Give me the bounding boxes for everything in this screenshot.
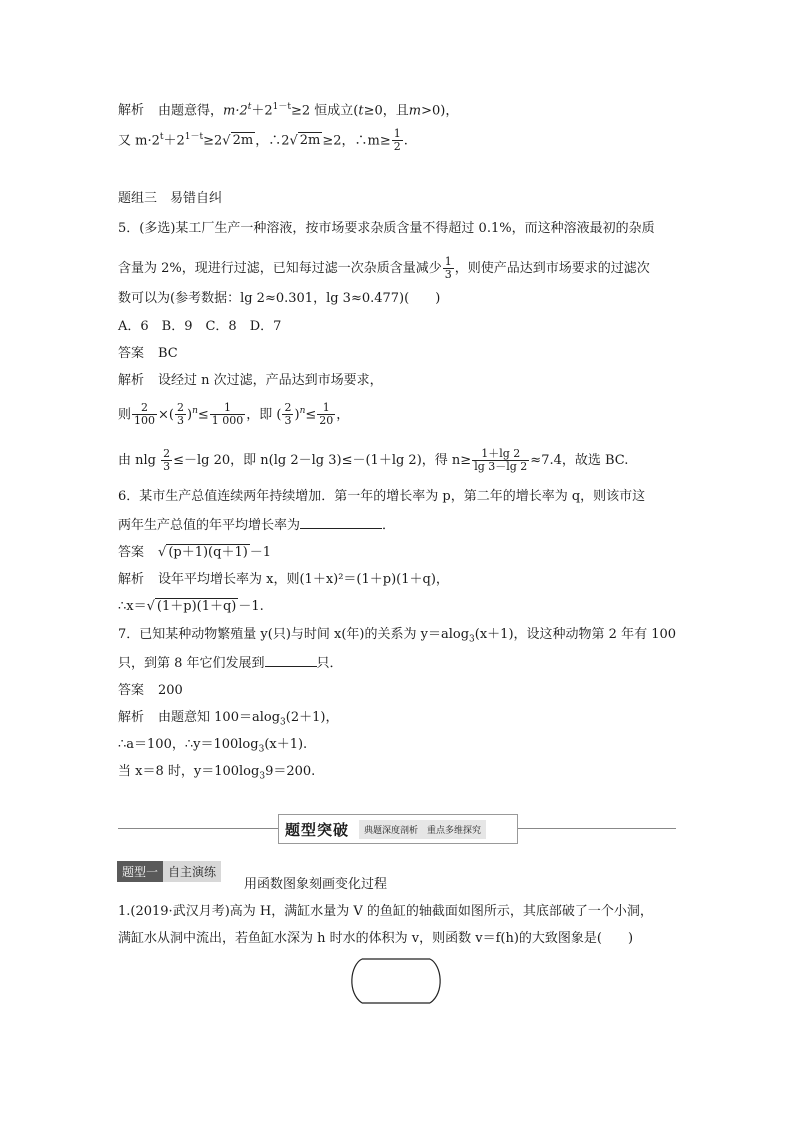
question-7-line1 (118, 626, 676, 649)
text: 3 (259, 771, 266, 782)
text: 7．已知某种动物繁殖量 y(只)与时间 x(年)的关系为 y＝alog (118, 627, 470, 642)
analysis-line (118, 98, 458, 120)
answer-label: 答案 (118, 683, 145, 698)
text: n (299, 406, 306, 416)
text: >0)， (421, 103, 459, 119)
text: 9＝200. (265, 764, 316, 779)
answer-line (118, 345, 178, 363)
text: ≤ (197, 407, 209, 423)
text: 含量为 2%，现进行过滤，已知每过滤一次杂质含量减少 (118, 261, 442, 276)
text: ，则使产品达到市场要求的过滤次 (454, 261, 650, 276)
fraction: $\frac{1}{3}$ (444, 255, 452, 281)
sqrt-term: 2m (232, 133, 254, 149)
question-5-line2 (118, 256, 650, 281)
answer-blank[interactable] (300, 516, 382, 529)
banner-title: 题型突破 (285, 820, 350, 839)
fish-tank-figure (348, 955, 444, 1007)
fraction: $\frac{2}{3}$ (163, 447, 171, 473)
analysis-line (118, 736, 307, 759)
answer-value: BC (158, 346, 178, 361)
answer-blank[interactable] (265, 654, 317, 667)
question-5-options: A．6 B．9 C．8 D．7 (118, 319, 282, 334)
text: 1－t (272, 102, 292, 112)
text: 由题意知 100＝alog (158, 710, 281, 725)
text: ≈7.4，故选 BC. (530, 453, 629, 468)
text: t (159, 132, 164, 142)
fraction: $\frac{1}{2}$ (393, 127, 401, 154)
text: －1 (249, 545, 272, 560)
analysis-line (118, 372, 383, 390)
answer-label: 答案 (118, 346, 145, 361)
type-tag-desc: 自主演练 (163, 861, 221, 882)
text: ∴x＝ (118, 599, 147, 614)
text: 设经过 n 次过滤，产品达到市场要求， (158, 373, 383, 388)
banner-subtitle: 典题深度剖析 重点多维探究 (359, 820, 486, 839)
text: 两年生产总值的年平均增长率为 (118, 518, 301, 533)
question-5-line1: 5．(多选)某工厂生产一种溶液，按市场要求杂质含量不得超过 0.1%，而这种溶液最初的杂质 (118, 221, 655, 236)
question-6-line1: 6．某市生产总值连续两年持续增加．第一年的增长率为 p，第二年的增长率为 q，则该市这 (118, 489, 646, 504)
text: 又 m·2 (118, 133, 160, 149)
text: n (192, 406, 198, 416)
question-6-line2 (118, 516, 395, 535)
text: . (403, 133, 408, 149)
text: 当 x＝8 时，y＝100log (118, 764, 260, 779)
fraction: $\frac{1+\lg 2}{\lg 3-\lg 2}$ (474, 447, 528, 473)
fraction: $\frac{2}{3}$ (176, 401, 184, 428)
text: －1. (238, 599, 264, 614)
analysis-line: 又 $m\cdot 2^t+2^{1-t}\ge 2√$ 2m ，∴2√ 2m ≥2，∴m≥ $\frac{1}{2}$ . (118, 127, 408, 154)
text: 只． (316, 656, 343, 671)
text: 3 (258, 744, 265, 755)
fraction: $\frac{2}{100}$ (134, 401, 156, 428)
text: (x＋1)，设这种动物第 2 年有 100 (474, 627, 677, 642)
type-tag (117, 861, 221, 882)
text: 则 (118, 407, 132, 423)
subsection-heading: 用函数图象刻画变化过程 (244, 877, 388, 892)
text: ∴a＝100，∴y＝100log (118, 737, 259, 752)
type-tag-label: 题型一 (117, 861, 163, 882)
question-5-line3: 数可以为(参考数据：lg 2≈0.301，lg 3≈0.477)( ) (118, 291, 441, 306)
analysis-label: 解析 (118, 572, 145, 587)
text: m·2 (223, 103, 248, 119)
question-1-line2: 满缸水从洞中流出，若鱼缸水深为 h 时水的体积为 v，则函数 v＝f(h)的大致图象是( ) (118, 931, 634, 946)
text: 设年平均增长率为 x，则(1＋x)²＝(1＋p)(1＋q)， (158, 572, 449, 587)
answer-label: 答案 (118, 545, 145, 560)
text: m (408, 103, 422, 119)
analysis-line: ∴x＝√ (1＋p)(1＋q) －1. (118, 599, 264, 614)
analysis-line (118, 571, 449, 589)
solve-line (118, 448, 628, 473)
text: ≥0，且 (363, 103, 409, 119)
fraction: $\frac{1}{1 000}$ (211, 401, 244, 428)
answer-line: 答案 √ (p＋1)(q＋1) －1 (118, 545, 272, 560)
text: ≥2，∴m≥ (322, 133, 391, 149)
text: ， (336, 407, 350, 423)
text: 1－t (184, 132, 204, 142)
text: ×( (158, 407, 174, 423)
sqrt-term: 2m (299, 133, 321, 149)
answer-line (118, 682, 183, 700)
analysis-line (118, 763, 315, 786)
text: t (247, 102, 252, 112)
inequality-line (118, 402, 349, 427)
analysis-label: 解析 (118, 373, 145, 388)
analysis-line (118, 709, 338, 732)
text: ≥2 (203, 133, 223, 149)
text: ，即 ( (246, 407, 282, 423)
sqrt-term: (p＋1)(q＋1) (168, 545, 248, 560)
text: t (358, 103, 364, 119)
analysis-label: 解析 (118, 103, 145, 119)
text: ≥2 恒成立( (291, 103, 359, 119)
text: 由题意得， (158, 103, 224, 119)
text: ≤ (305, 407, 317, 423)
section-heading: 题组三 易错自纠 (118, 191, 223, 206)
text: ) (186, 407, 193, 423)
sqrt-term: (1＋p)(1＋q) (156, 599, 237, 614)
text: ＋2 (163, 133, 185, 149)
text: ) (294, 407, 300, 423)
text: 由 nlg (118, 453, 161, 468)
answer-value: 200 (158, 683, 183, 698)
section-banner (278, 814, 518, 844)
text: 只，到第 8 年它们发展到 (118, 656, 265, 671)
text: ． (382, 518, 396, 533)
analysis-label: 解析 (118, 710, 145, 725)
fraction: $\frac{2}{3}$ (284, 401, 292, 428)
fraction: $\frac{1}{20}$ (319, 401, 334, 428)
text: (x＋1). (264, 737, 308, 752)
text: ，∴2 (255, 133, 290, 149)
question-7-line2 (118, 654, 343, 673)
text: 3 (280, 717, 286, 728)
text: ≤－lg 20，即 n(lg 2－lg 3)≤－(1＋lg 2)，得 n≥ (173, 453, 472, 468)
question-1-line1: 1.(2019·武汉月考)高为 H，满缸水量为 V 的鱼缸的轴截面如图所示，其底部破了一个小洞， (118, 904, 653, 919)
text: 3 (469, 634, 475, 645)
text: (2＋1)， (285, 710, 339, 725)
text: ＋2 (251, 103, 273, 119)
